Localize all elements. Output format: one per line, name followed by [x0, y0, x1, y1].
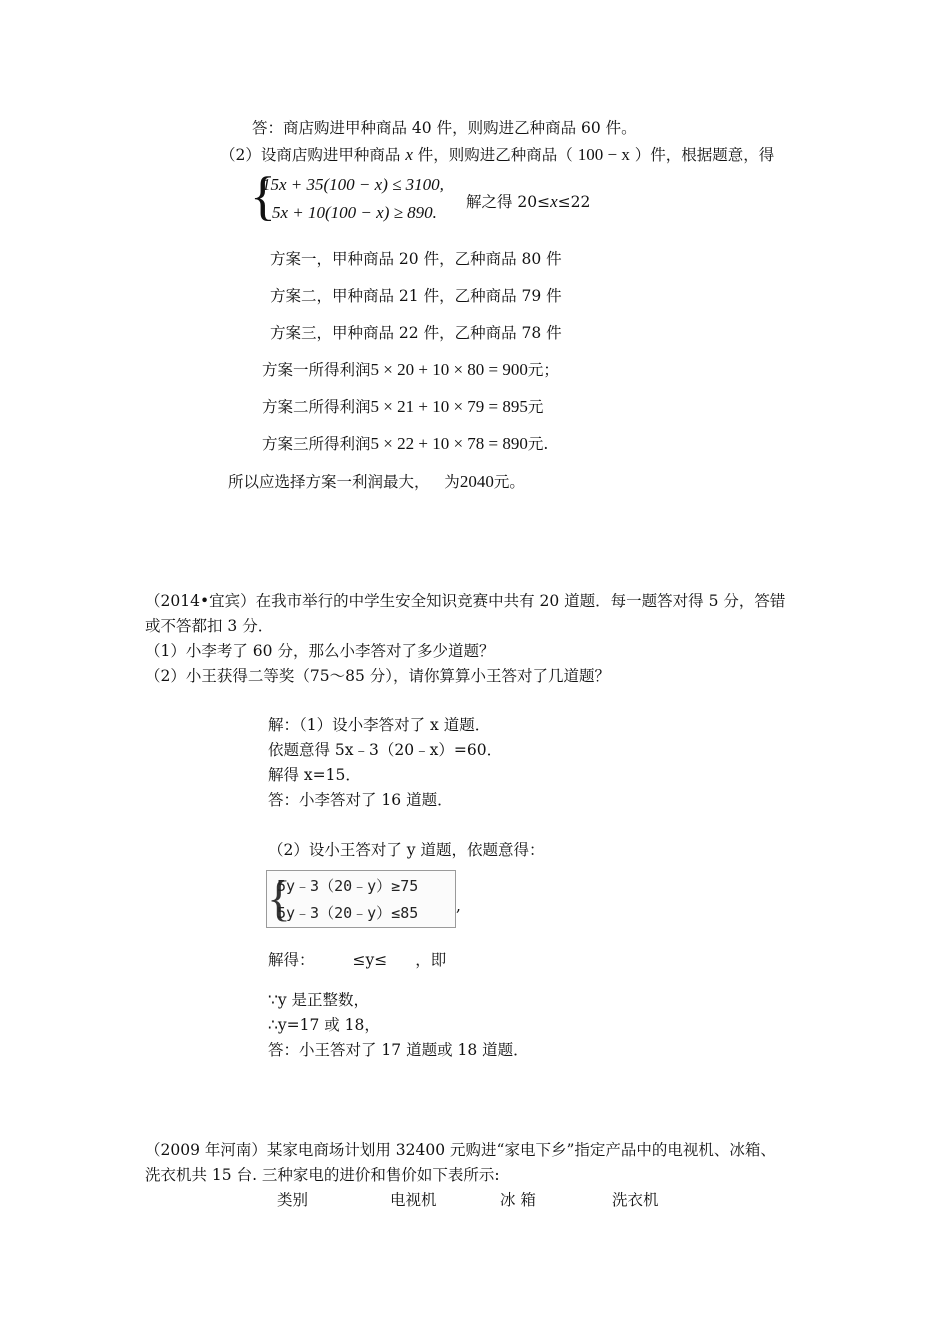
- solution-line-2: 依题意得 5x﹣3（20﹣x）=60．: [268, 741, 503, 759]
- profit-3-label: 方案三所得利润: [262, 435, 371, 453]
- part2-end: ）件，根据题意，得: [634, 146, 775, 164]
- plan-3: 方案三，甲种商品 22 件，乙种商品 78 件: [270, 324, 562, 342]
- inequality-2: 5x + 10(100 − x) ≥ 890.: [272, 203, 437, 222]
- profit-1: [262, 360, 559, 380]
- profit-3-expr: 5 × 22 + 10 × 78 = 890: [370, 434, 528, 453]
- inequality-image-brace: {: [267, 870, 291, 926]
- solution-line-5: （2）设小王答对了 y 道题，依题意得：: [268, 841, 545, 859]
- solve-label-2: 解得：: [268, 951, 315, 969]
- solution-line-8: ∴y=17 或 18，: [268, 1016, 380, 1034]
- solve-label: 解之得 20≤: [466, 193, 551, 211]
- answer-line-1: 答：商店购进甲种商品 40 件，则购进乙种商品 60 件。: [252, 119, 637, 137]
- solution-line-6: [268, 950, 446, 970]
- profit-3-unit: 元.: [527, 435, 549, 453]
- profit-1-unit: 元；: [527, 361, 559, 379]
- inequality-system-image: [266, 870, 456, 928]
- profit-1-expr: 5 × 20 + 10 × 80 = 900: [370, 360, 528, 379]
- profit-2: [262, 397, 543, 417]
- problem2-line-1: （2014•宜宾）在我市举行的中学生安全知识竞赛中共有 20 道题．每一题答对得 5 分，答错: [145, 592, 786, 610]
- solve-end: ≤22: [557, 193, 591, 211]
- profit-2-expr: 5 × 21 + 10 × 79 = 895: [370, 397, 528, 416]
- solve-var: x: [550, 192, 558, 211]
- table-header-washer: 洗衣机: [612, 1191, 659, 1209]
- conclusion-unit: 元。: [493, 473, 525, 491]
- part2-intro: （2）设商店购进甲种商品: [220, 146, 401, 164]
- part2-intro-line: [220, 145, 774, 165]
- solution-line-1: 解：（1）设小李答对了 x 道题．: [268, 716, 491, 734]
- profit-3: [262, 434, 548, 454]
- solution-line-7: ∵y 是正整数，: [268, 991, 370, 1009]
- var-x: x: [405, 145, 413, 164]
- solution-line-4: 答：小李答对了 16 道题．: [268, 791, 453, 809]
- problem3-line-2: 洗衣机共 15 台. 三种家电的进价和售价如下表所示:: [145, 1166, 500, 1184]
- conclusion-b: 为: [444, 473, 460, 491]
- part2-mid: 件，则购进乙种商品（: [417, 146, 573, 164]
- problem2-question-1: （1）小李考了 60 分，那么小李答对了多少道题？: [145, 642, 495, 660]
- profit-1-label: 方案一所得利润: [262, 361, 371, 379]
- expr-100-minus-x: 100 − x: [577, 145, 630, 164]
- problem2-line-2: 或不答都扣 3 分．: [145, 617, 274, 635]
- profit-2-label: 方案二所得利润: [262, 398, 371, 416]
- system-brace: {: [250, 166, 276, 226]
- plan-2: 方案二，甲种商品 21 件，乙种商品 79 件: [270, 287, 562, 305]
- problem2-question-2: （2）小王获得二等奖（75～85 分），请你算算小王答对了几道题？: [145, 667, 610, 685]
- table-header-fridge: 冰 箱: [500, 1191, 536, 1209]
- conclusion: [228, 472, 525, 492]
- inequality-1: 15x + 35(100 − x) ≤ 3100,: [262, 175, 444, 194]
- solution-range: [466, 192, 590, 212]
- table-header-tv: 电视机: [390, 1191, 437, 1209]
- conclusion-value: 2040: [459, 472, 494, 491]
- solve-then: ，即: [415, 951, 447, 969]
- conclusion-a: 所以应选择方案一利润最大，: [228, 473, 430, 491]
- solve-range-2: ≤y≤: [352, 951, 388, 969]
- box-comma: ,: [456, 897, 461, 915]
- plan-1: 方案一，甲种商品 20 件，乙种商品 80 件: [270, 250, 562, 268]
- solution-line-3: 解得 x=15．: [268, 766, 361, 784]
- box-inequality-2: 5y﹣3（20﹣y）≤85: [277, 904, 419, 922]
- solution-line-9: 答：小王答对了 17 道题或 18 道题．: [268, 1041, 529, 1059]
- table-header-category: 类别: [277, 1191, 309, 1209]
- profit-2-unit: 元: [527, 398, 544, 416]
- problem3-line-1: （2009 年河南）某家电商场计划用 32400 元购进“家电下乡”指定产品中的电视机、冰箱、: [145, 1141, 776, 1159]
- box-inequality-1: 5y﹣3（20﹣y）≥75: [277, 877, 419, 895]
